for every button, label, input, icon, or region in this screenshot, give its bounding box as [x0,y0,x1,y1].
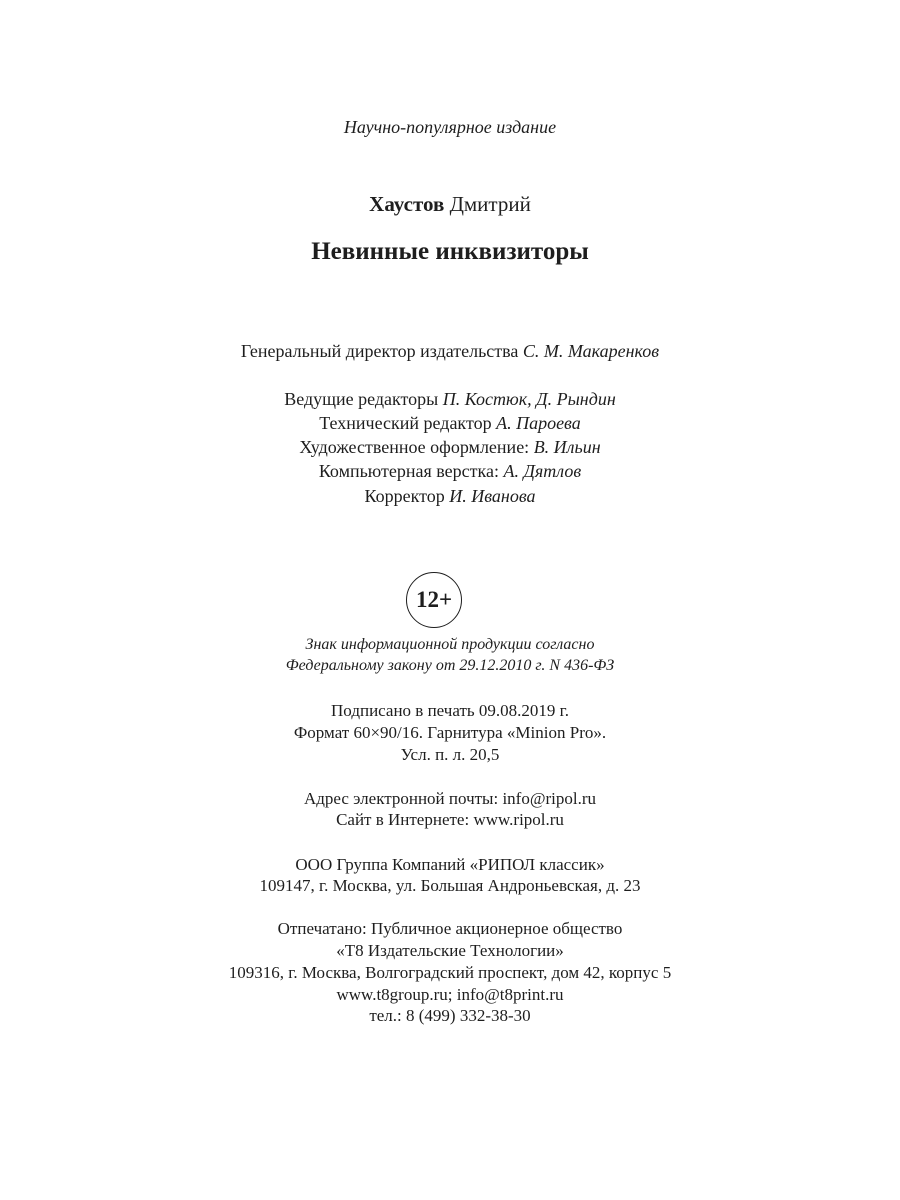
credit-role: Генеральный директор издательства [240,341,519,361]
credit-person: А. Дятлов [503,461,582,481]
credit-role: Корректор [364,486,445,506]
age-notice-line: Федеральному закону от 29.12.2010 г. N 436-ФЗ [285,657,615,674]
credit-person: С. М. Макаренков [522,341,660,361]
age-rating-badge: 12+ [406,572,462,628]
print-info-line: Формат 60×90/16. Гарнитура «Minion Pro». [293,723,607,742]
author-name: Дмитрий [449,192,531,216]
author-surname: Хаустов [369,192,445,216]
author-line [0,192,900,217]
credit-general-director [0,341,900,362]
printer-line: www.t8group.ru; info@t8print.ru [336,985,564,1004]
credit-tech-editor [0,413,900,434]
printer-line: Отпечатано: Публичное акционерное общество [277,919,623,938]
contact-email: Адрес электронной почты: info@ripol.ru [303,789,596,808]
print-info-line: Подписано в печать 09.08.2019 г. [331,701,569,720]
credit-lead-editors [0,389,900,410]
credit-role: Компьютерная верстка: [318,461,499,481]
credit-role: Технический редактор [319,413,492,433]
publisher-address: 109147, г. Москва, ул. Большая Андроньевская, д. 23 [259,876,641,895]
publisher-name: ООО Группа Компаний «РИПОЛ классик» [295,855,605,874]
print-info-line: Усл. п. л. 20,5 [400,745,500,764]
printer-line: «Т8 Издательские Технологии» [336,941,564,960]
contact-website: Сайт в Интернете: www.ripol.ru [336,810,564,829]
printer-line: 109316, г. Москва, Волгоградский проспект, дом 42, корпус 5 [228,963,672,982]
credit-art-design [0,437,900,458]
credit-role: Художественное оформление: [299,437,530,457]
book-title: Невинные инквизиторы [311,238,589,265]
age-notice-line: Знак информационной продукции согласно [305,636,595,653]
credit-person: А. Пароева [496,413,581,433]
credit-proofreader [0,486,900,507]
credit-role: Ведущие редакторы [284,389,439,409]
credit-layout [0,461,900,482]
edition-type: Научно-популярное издание [343,117,557,137]
credit-person: П. Костюк, Д. Рындин [442,389,616,409]
credit-person: И. Иванова [449,486,536,506]
printer-phone: тел.: 8 (499) 332-38-30 [369,1006,531,1025]
credit-person: В. Ильин [533,437,601,457]
